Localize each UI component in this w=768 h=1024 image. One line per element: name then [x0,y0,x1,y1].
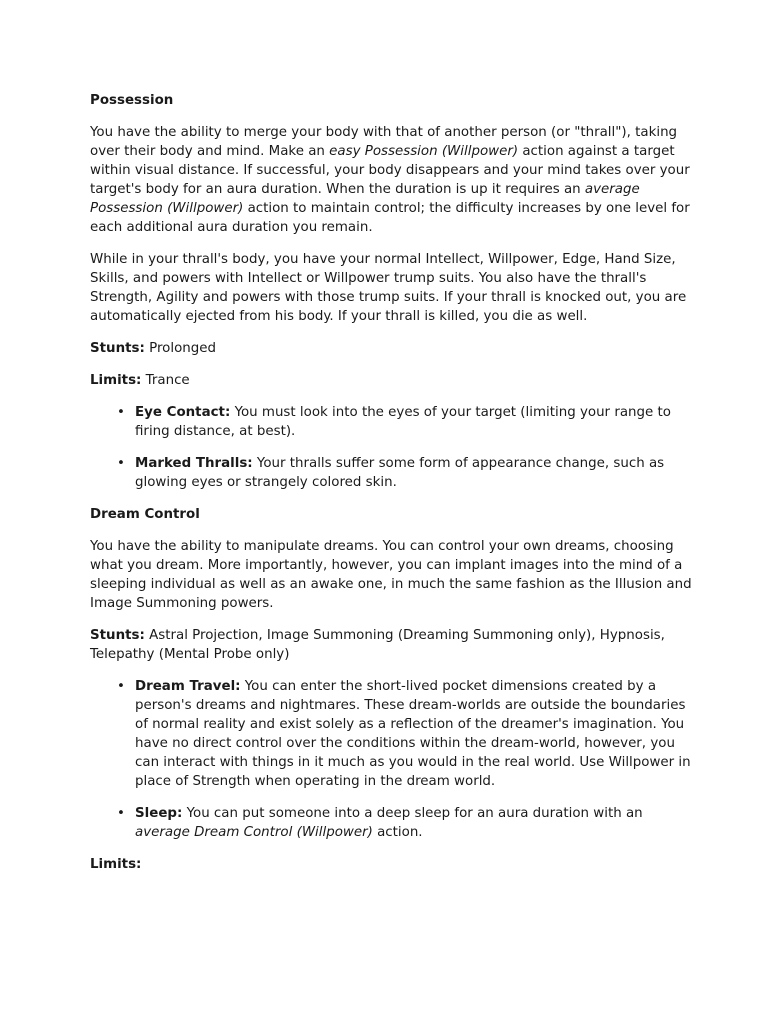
bullet-icon: • [117,806,125,821]
stunts-label: Stunts: [90,341,145,356]
paragraph [90,250,698,326]
item-text: You can enter the short-lived pocket dimensions created by a person's dreams and nightmares. These dream-worlds are outside the boundaries of normal reality and exist solely as a reflection of the dreamer's imagination. You have no direct control over the conditions within the dream-world, however, you can interact with things in it much as you would in the real world. Use Willpower in place of Strength when operating in the dream world. [135,679,691,789]
bullet-icon: • [117,456,125,471]
paragraph [90,537,698,613]
bullet-icon: • [117,405,125,420]
paragraph-text: action to maintain control; the difficulty increases by one level for each additional aura duration you remain. [90,201,690,235]
limits-label: Limits: [90,373,142,388]
stunts-value: Prolonged [144,341,216,356]
item-text: Your thralls suffer some form of appearance change, such as glowing eyes or strangely colored skin. [135,456,665,490]
section-possession [90,91,698,492]
stunts-list [90,677,698,842]
item-label: Sleep: [135,806,183,821]
item-text: You must look into the eyes of your target (limiting your range to firing distance, at best). [135,405,671,439]
section-dream-control [90,505,698,874]
paragraph-text: While in your thrall's body, you have your normal Intellect, Willpower, Edge, Hand Size, Skills, and powers with Intellect or Willpower trump suits. You also have the thrall's Strength, Agility and powers with those trump suits. If your thrall is knocked out, you are automatically ejected from his body. If your thrall is killed, you die as well. [90,252,687,324]
section-heading: Dream Control [90,507,200,522]
list-item [117,454,698,492]
item-label: Eye Contact: [135,405,231,420]
bullet-icon: • [117,679,125,694]
stunts-value: Astral Projection, Image Summoning (Dreaming Summoning only), Hypnosis, Telepathy (Mental Probe only) [90,628,665,662]
list-item [117,804,698,842]
list-item [117,677,698,791]
limits-value: Trance [141,373,190,388]
stunts-line [90,339,698,358]
limits-list [90,403,698,492]
limits-line [90,371,698,390]
limits-line [90,855,698,874]
stunts-label: Stunts: [90,628,145,643]
italic-text: average Dream Control (Willpower) [135,825,373,840]
paragraph-text: action against a target within visual distance. If successful, your body disappears and your mind takes over your target's body for an aura duration. When the duration is up it requires an [90,144,690,197]
list-item [117,403,698,441]
paragraph-text: You have the ability to merge your body with that of another person (or "thrall"), taking over their body and mind. Make an [90,125,678,159]
section-heading: Possession [90,93,174,108]
paragraph [90,123,698,237]
italic-text: easy Possession (Willpower) [329,144,519,159]
paragraph-text: You have the ability to manipulate dreams. You can control your own dreams, choosing what you dream. More importantly, however, you can implant images into the mind of a sleeping individual as well as an awake one, in much the same fashion as the Illusion and Image Summoning powers. [90,539,692,611]
stunts-line [90,626,698,664]
item-label: Marked Thralls: [135,456,253,471]
item-label: Dream Travel: [135,679,241,694]
item-text: action. [372,825,423,840]
item-text: You can put someone into a deep sleep for an aura duration with an [182,806,643,821]
limits-label: Limits: [90,857,142,872]
italic-text: average Possession (Willpower) [90,182,640,216]
